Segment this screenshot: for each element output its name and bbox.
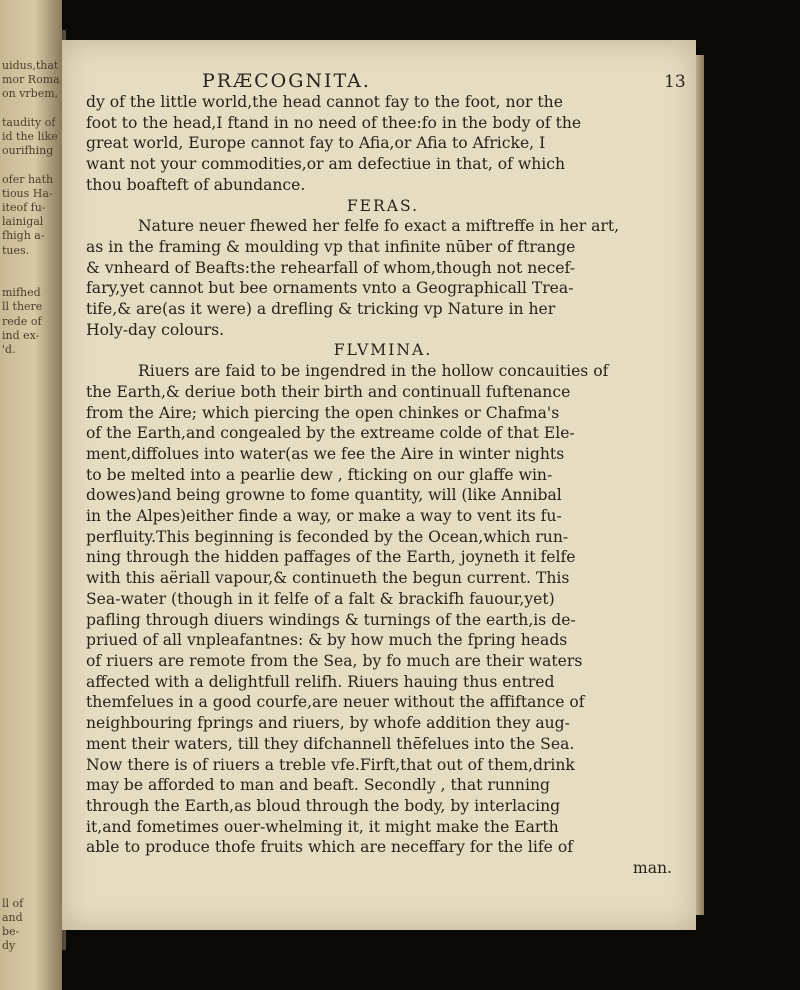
facing-page-text: ll there bbox=[2, 300, 43, 314]
page-number: 13 bbox=[664, 72, 686, 92]
text-line: themfelues in a good courfe,are neuer without the affiftance of bbox=[86, 693, 585, 712]
text-line: Holy-day colours. bbox=[86, 320, 225, 339]
text-line: of riuers are remote from the Sea, by fo much are their waters bbox=[86, 651, 583, 670]
text-line: great world, Europe cannot fay to Afia,or Afia to Africke, I bbox=[86, 134, 546, 153]
facing-page-text: uidus,that bbox=[2, 59, 59, 72]
text-line: priued of all vnpleafantnes: & by how much the fpring heads bbox=[86, 631, 568, 650]
facing-page-text: dy bbox=[2, 939, 16, 953]
facing-page-fragment bbox=[0, 0, 62, 990]
text-line: ning through the hidden paffages of the Earth, joyneth it felfe bbox=[86, 548, 576, 567]
text-line: through the Earth,as bloud through the body, by interlacing bbox=[86, 796, 561, 815]
text-line: want not your commodities,or am defectiue in that, of which bbox=[86, 155, 566, 174]
text-line: Nature neuer fhewed her felfe fo exact a miftreffe in her art, bbox=[138, 217, 620, 236]
text-line: ment their waters, till they difchannell thēfelues into the Sea. bbox=[86, 734, 575, 753]
text-line: with this aëriall vapour,& continueth the begun current. This bbox=[86, 569, 570, 588]
text-line: from the Aire; which piercing the open chinkes or Chafma's bbox=[86, 403, 560, 422]
text-line: fary,yet cannot but bee ornaments vnto a Geographicall Trea- bbox=[86, 279, 574, 298]
facing-page-text: fhigh a- bbox=[2, 229, 45, 243]
facing-page-text: taudity of bbox=[2, 115, 56, 129]
text-line: Riuers are faid to be ingendred in the hollow concauities of bbox=[138, 362, 609, 381]
facing-page-text: mifhed bbox=[2, 286, 41, 300]
text-line: neighbouring fprings and riuers, by whofe addition they aug- bbox=[86, 714, 570, 733]
facing-page-text: rede of bbox=[2, 314, 42, 328]
section-heading: FLVMINA. bbox=[333, 341, 433, 360]
running-header: PRÆCOGNITA. bbox=[202, 70, 371, 92]
facing-page-text: ind ex- bbox=[2, 328, 40, 342]
text-line: Sea-water (though in it felfe of a falt & brackifh fauour,yet) bbox=[86, 589, 555, 608]
text-line: man. bbox=[632, 859, 672, 878]
text-line: dowes)and being growne to fome quantity, will (like Annibal bbox=[86, 486, 562, 505]
facing-page-text: and bbox=[2, 911, 23, 924]
text-line: pafling through diuers windings & turnings of the earth,is de- bbox=[86, 610, 576, 629]
text-line: dy of the little world,the head cannot fay to the foot, nor the bbox=[86, 93, 563, 111]
text-line: as in the framing & moulding vp that infinite nūber of ftrange bbox=[86, 237, 576, 256]
facing-page-text: be- bbox=[2, 925, 20, 939]
facing-page-text: id the like bbox=[2, 130, 58, 143]
section-heading: FERAS. bbox=[346, 196, 420, 215]
text-line: affected with a delightfull relifh. Riuers hauing thus entred bbox=[86, 672, 555, 691]
facing-page-text: 'd. bbox=[2, 343, 16, 356]
text-line: foot to the head,I ftand in no need of thee:fo in the body of the bbox=[86, 113, 582, 132]
text-line: to be melted into a pearlie dew , fticking on our glaffe win- bbox=[86, 465, 553, 484]
text-line: ment,diffolues into water(as we fee the Aire in winter nights bbox=[86, 444, 565, 463]
facing-page-text: mor Roma bbox=[2, 73, 60, 87]
facing-page-text: iteof fu- bbox=[2, 201, 46, 214]
text-line: able to produce thofe fruits which are neceffary for the life of bbox=[86, 838, 574, 857]
facing-page-text: tious Ha- bbox=[2, 186, 53, 200]
facing-page-text: lainigal bbox=[2, 215, 44, 229]
text-line: of the Earth,and congealed by the extreame colde of that Ele- bbox=[86, 424, 575, 443]
facing-page-text: ll of bbox=[2, 896, 24, 910]
text-line: Now there is of riuers a treble vfe.Firft,that out of them,drink bbox=[86, 755, 575, 774]
text-line: the Earth,& deriue both their birth and continuall fuftenance bbox=[86, 382, 571, 401]
text-line: tife,& are(as it were) a drefling & tricking vp Nature in her bbox=[86, 300, 556, 319]
text-line: perfluity.This beginning is feconded by the Ocean,which run- bbox=[86, 527, 569, 546]
body-text bbox=[86, 92, 680, 879]
facing-page-text: ofer hath bbox=[2, 172, 54, 186]
facing-page-text: on vrbem, bbox=[2, 87, 59, 101]
text-line: in the Alpes)either finde a way, or make a way to vent its fu- bbox=[86, 507, 562, 526]
text-line: it,and fometimes ouer-whelming it, it might make the Earth bbox=[86, 817, 559, 836]
facing-page-text: tues. bbox=[2, 243, 30, 257]
text-line: thou boafteft of abundance. bbox=[86, 175, 306, 194]
book-page bbox=[62, 40, 696, 930]
text-line: may be afforded to man and beaft. Secondly , that running bbox=[86, 776, 550, 795]
facing-page-text: ourifhing bbox=[2, 144, 54, 158]
text-line: & vnheard of Beafts:the rehearfall of whom,though not necef- bbox=[86, 258, 575, 277]
